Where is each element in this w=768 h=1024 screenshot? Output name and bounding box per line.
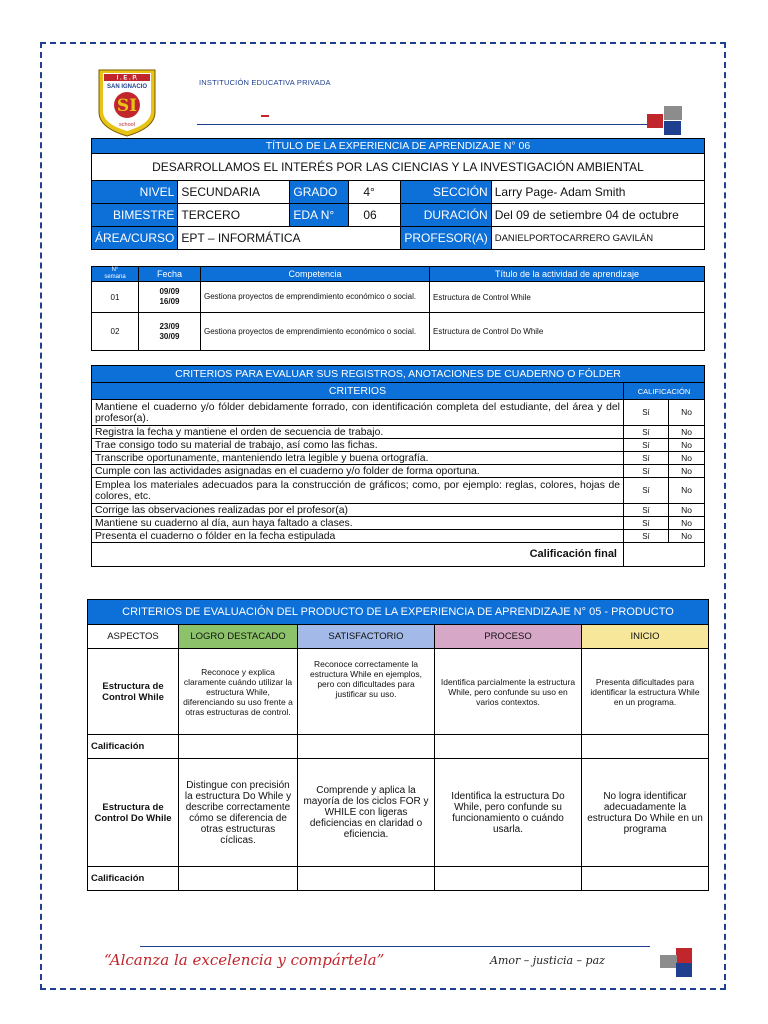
rubric-aspect: Estructura de Control While bbox=[88, 649, 179, 735]
rubric-aspect: Estructura de Control Do While bbox=[88, 759, 179, 867]
seccion-value: Larry Page- Adam Smith bbox=[491, 181, 704, 204]
final-grade-cell bbox=[624, 543, 705, 567]
schedule-table bbox=[91, 266, 705, 351]
criterion-si: Sí bbox=[624, 478, 669, 504]
week-number: 01 bbox=[92, 282, 139, 313]
criterion-text: Corrige las observaciones realizadas por el profesor(a) bbox=[92, 504, 624, 517]
criterion-si: Sí bbox=[624, 465, 669, 478]
footer-motto: Amor – justicia – paz bbox=[490, 954, 605, 967]
criterion-si: Sí bbox=[624, 426, 669, 439]
rubric-grade-label: Calificación bbox=[88, 867, 179, 891]
rubric-grade-cell bbox=[435, 735, 582, 759]
seccion-label: SECCIÓN bbox=[401, 181, 491, 204]
logo-monogram: SI bbox=[116, 96, 138, 116]
decor-square-red bbox=[647, 114, 663, 128]
institution-name: INSTITUCIÓN EDUCATIVA PRIVADA bbox=[199, 78, 331, 87]
decor-square-red bbox=[676, 948, 692, 963]
area-value: EPT – INFORMÁTICA bbox=[178, 227, 401, 250]
profesor-value: DANIELPORTOCARRERO GAVILÁN bbox=[491, 227, 704, 250]
criterion-text: Registra la fecha y mantiene el orden de secuencia de trabajo. bbox=[92, 426, 624, 439]
header-red-dash bbox=[261, 115, 269, 117]
criterion-text: Presenta el cuaderno o fólder en la fecha estipulada bbox=[92, 530, 624, 543]
criterion-text: Trae consigo todo su material de trabajo, así como las fichas. bbox=[92, 439, 624, 452]
footer-quote: “Alcanza la excelencia y compártela” bbox=[104, 951, 385, 969]
logo-name-text: SAN IGNACIO bbox=[106, 84, 148, 90]
rubric-grade-cell bbox=[582, 867, 709, 891]
criterion-no: No bbox=[669, 504, 705, 517]
duracion-label: DURACIÓN bbox=[401, 204, 491, 227]
criterios-header: CRITERIOS bbox=[92, 383, 624, 400]
duracion-value: Del 09 de setiembre 04 de octubre bbox=[491, 204, 704, 227]
criterion-text: Transcribe oportunamente, manteniendo letra legible y buena ortografía. bbox=[92, 452, 624, 465]
rubric-satisfactorio: Reconoce correctamente la estructura While en ejemplos, pero con dificultades para justificar su uso. bbox=[298, 649, 435, 735]
logro-header: LOGRO DESTACADO bbox=[179, 625, 298, 649]
rubric-grade-cell bbox=[298, 867, 435, 891]
notebook-criteria-title: CRITERIOS PARA EVALUAR SUS REGISTROS, ANOTACIONES DE CUADERNO O FÓLDER bbox=[92, 366, 705, 383]
eda-value: 06 bbox=[349, 204, 401, 227]
fecha-cell: 09/09 16/09 bbox=[139, 282, 201, 313]
header-line bbox=[197, 124, 647, 125]
decor-square-gray bbox=[660, 955, 677, 968]
product-rubric-table bbox=[87, 599, 709, 891]
criterion-no: No bbox=[669, 465, 705, 478]
competencia-cell: Gestiona proyectos de emprendimiento económico o social. bbox=[201, 282, 430, 313]
grado-label: GRADO bbox=[290, 181, 349, 204]
rubric-grade-cell bbox=[298, 735, 435, 759]
fecha-header: Fecha bbox=[139, 267, 201, 282]
nivel-value: SECUNDARIA bbox=[178, 181, 290, 204]
experience-info-table bbox=[91, 138, 705, 250]
rubric-grade-cell bbox=[435, 867, 582, 891]
criterion-si: Sí bbox=[624, 504, 669, 517]
bimestre-value: TERCERO bbox=[178, 204, 290, 227]
criterion-no: No bbox=[669, 530, 705, 543]
rubric-logro: Reconoce y explica claramente cuándo utilizar la estructura While, diferenciando su uso frente a otras estructuras de control. bbox=[179, 649, 298, 735]
logo-top-text: I . E . P. bbox=[116, 75, 138, 82]
nivel-label: NIVEL bbox=[92, 181, 178, 204]
rubric-grade-label: Calificación bbox=[88, 735, 179, 759]
rubric-title: CRITERIOS DE EVALUACIÓN DEL PRODUCTO DE LA EXPERIENCIA DE APRENDIZAJE N° 05 - PRODUCTO bbox=[88, 600, 709, 625]
footer-line bbox=[140, 946, 650, 947]
week-number-header: N° semana bbox=[92, 267, 139, 282]
week-number: 02 bbox=[92, 313, 139, 351]
decor-square-gray bbox=[664, 106, 682, 120]
criterion-text: Emplea los materiales adecuados para la construcción de gráficos; como, por ejemplo: reglas, colores, hojas de colores, etc. bbox=[92, 478, 624, 504]
experience-subtitle: DESARROLLAMOS EL INTERÉS POR LAS CIENCIAS Y LA INVESTIGACIÓN AMBIENTAL bbox=[92, 154, 705, 181]
school-logo bbox=[96, 68, 158, 138]
criterion-si: Sí bbox=[624, 439, 669, 452]
competencia-header: Competencia bbox=[201, 267, 430, 282]
criterion-no: No bbox=[669, 517, 705, 530]
rubric-grade-cell bbox=[179, 867, 298, 891]
rubric-proceso: Identifica parcialmente la estructura While, pero confunde su uso en varios contextos. bbox=[435, 649, 582, 735]
criterion-no: No bbox=[669, 452, 705, 465]
satisfactorio-header: SATISFACTORIO bbox=[298, 625, 435, 649]
final-grade-label: Calificación final bbox=[92, 543, 624, 567]
decor-square-navy bbox=[664, 121, 681, 135]
eda-label: EDA N° bbox=[290, 204, 349, 227]
logo-school-text: school bbox=[119, 122, 135, 128]
competencia-cell: Gestiona proyectos de emprendimiento económico o social. bbox=[201, 313, 430, 351]
aspectos-header: ASPECTOS bbox=[88, 625, 179, 649]
rubric-inicio: No logra identificar adecuadamente la estructura Do While en un programa bbox=[582, 759, 709, 867]
titulo-header: Título de la actividad de aprendizaje bbox=[430, 267, 705, 282]
rubric-inicio: Presenta dificultades para identificar la estructura While en un programa. bbox=[582, 649, 709, 735]
criterion-si: Sí bbox=[624, 530, 669, 543]
profesor-label: PROFESOR(A) bbox=[401, 227, 491, 250]
criterion-no: No bbox=[669, 478, 705, 504]
criterion-text: Mantiene su cuaderno al día, aun haya faltado a clases. bbox=[92, 517, 624, 530]
criterion-no: No bbox=[669, 426, 705, 439]
rubric-proceso: Identifica la estructura Do While, pero confunde su funcionamiento o cuándo usarla. bbox=[435, 759, 582, 867]
titulo-cell: Estructura de Control While bbox=[430, 282, 705, 313]
criterion-text: Cumple con las actividades asignadas en el cuaderno y/o folder de forma oportuna. bbox=[92, 465, 624, 478]
inicio-header: INICIO bbox=[582, 625, 709, 649]
area-label: ÁREA/CURSO bbox=[92, 227, 178, 250]
titulo-cell: Estructura de Control Do While bbox=[430, 313, 705, 351]
criterion-text: Mantiene el cuaderno y/o fólder debidamente forrado, con identificación completa del estudiante, del área y del profesor(a). bbox=[92, 400, 624, 426]
criterion-si: Sí bbox=[624, 400, 669, 426]
grado-value: 4° bbox=[349, 181, 401, 204]
decor-square-navy bbox=[676, 963, 692, 977]
rubric-satisfactorio: Comprende y aplica la mayoría de los ciclos FOR y WHILE con ligeras deficiencias en claridad o eficiencia. bbox=[298, 759, 435, 867]
fecha-cell: 23/09 30/09 bbox=[139, 313, 201, 351]
bimestre-label: BIMESTRE bbox=[92, 204, 178, 227]
proceso-header: PROCESO bbox=[435, 625, 582, 649]
rubric-logro: Distingue con precisión la estructura Do While y describe correctamente cómo se diferencia de otras estructuras cíclicas. bbox=[179, 759, 298, 867]
experience-title: TÍTULO DE LA EXPERIENCIA DE APRENDIZAJE N° 06 bbox=[92, 139, 705, 154]
criterion-si: Sí bbox=[624, 452, 669, 465]
rubric-grade-cell bbox=[179, 735, 298, 759]
calificacion-header: CALIFICACIÓN bbox=[624, 383, 705, 400]
rubric-grade-cell bbox=[582, 735, 709, 759]
notebook-criteria-table bbox=[91, 365, 705, 567]
criterion-no: No bbox=[669, 439, 705, 452]
criterion-si: Sí bbox=[624, 517, 669, 530]
criterion-no: No bbox=[669, 400, 705, 426]
